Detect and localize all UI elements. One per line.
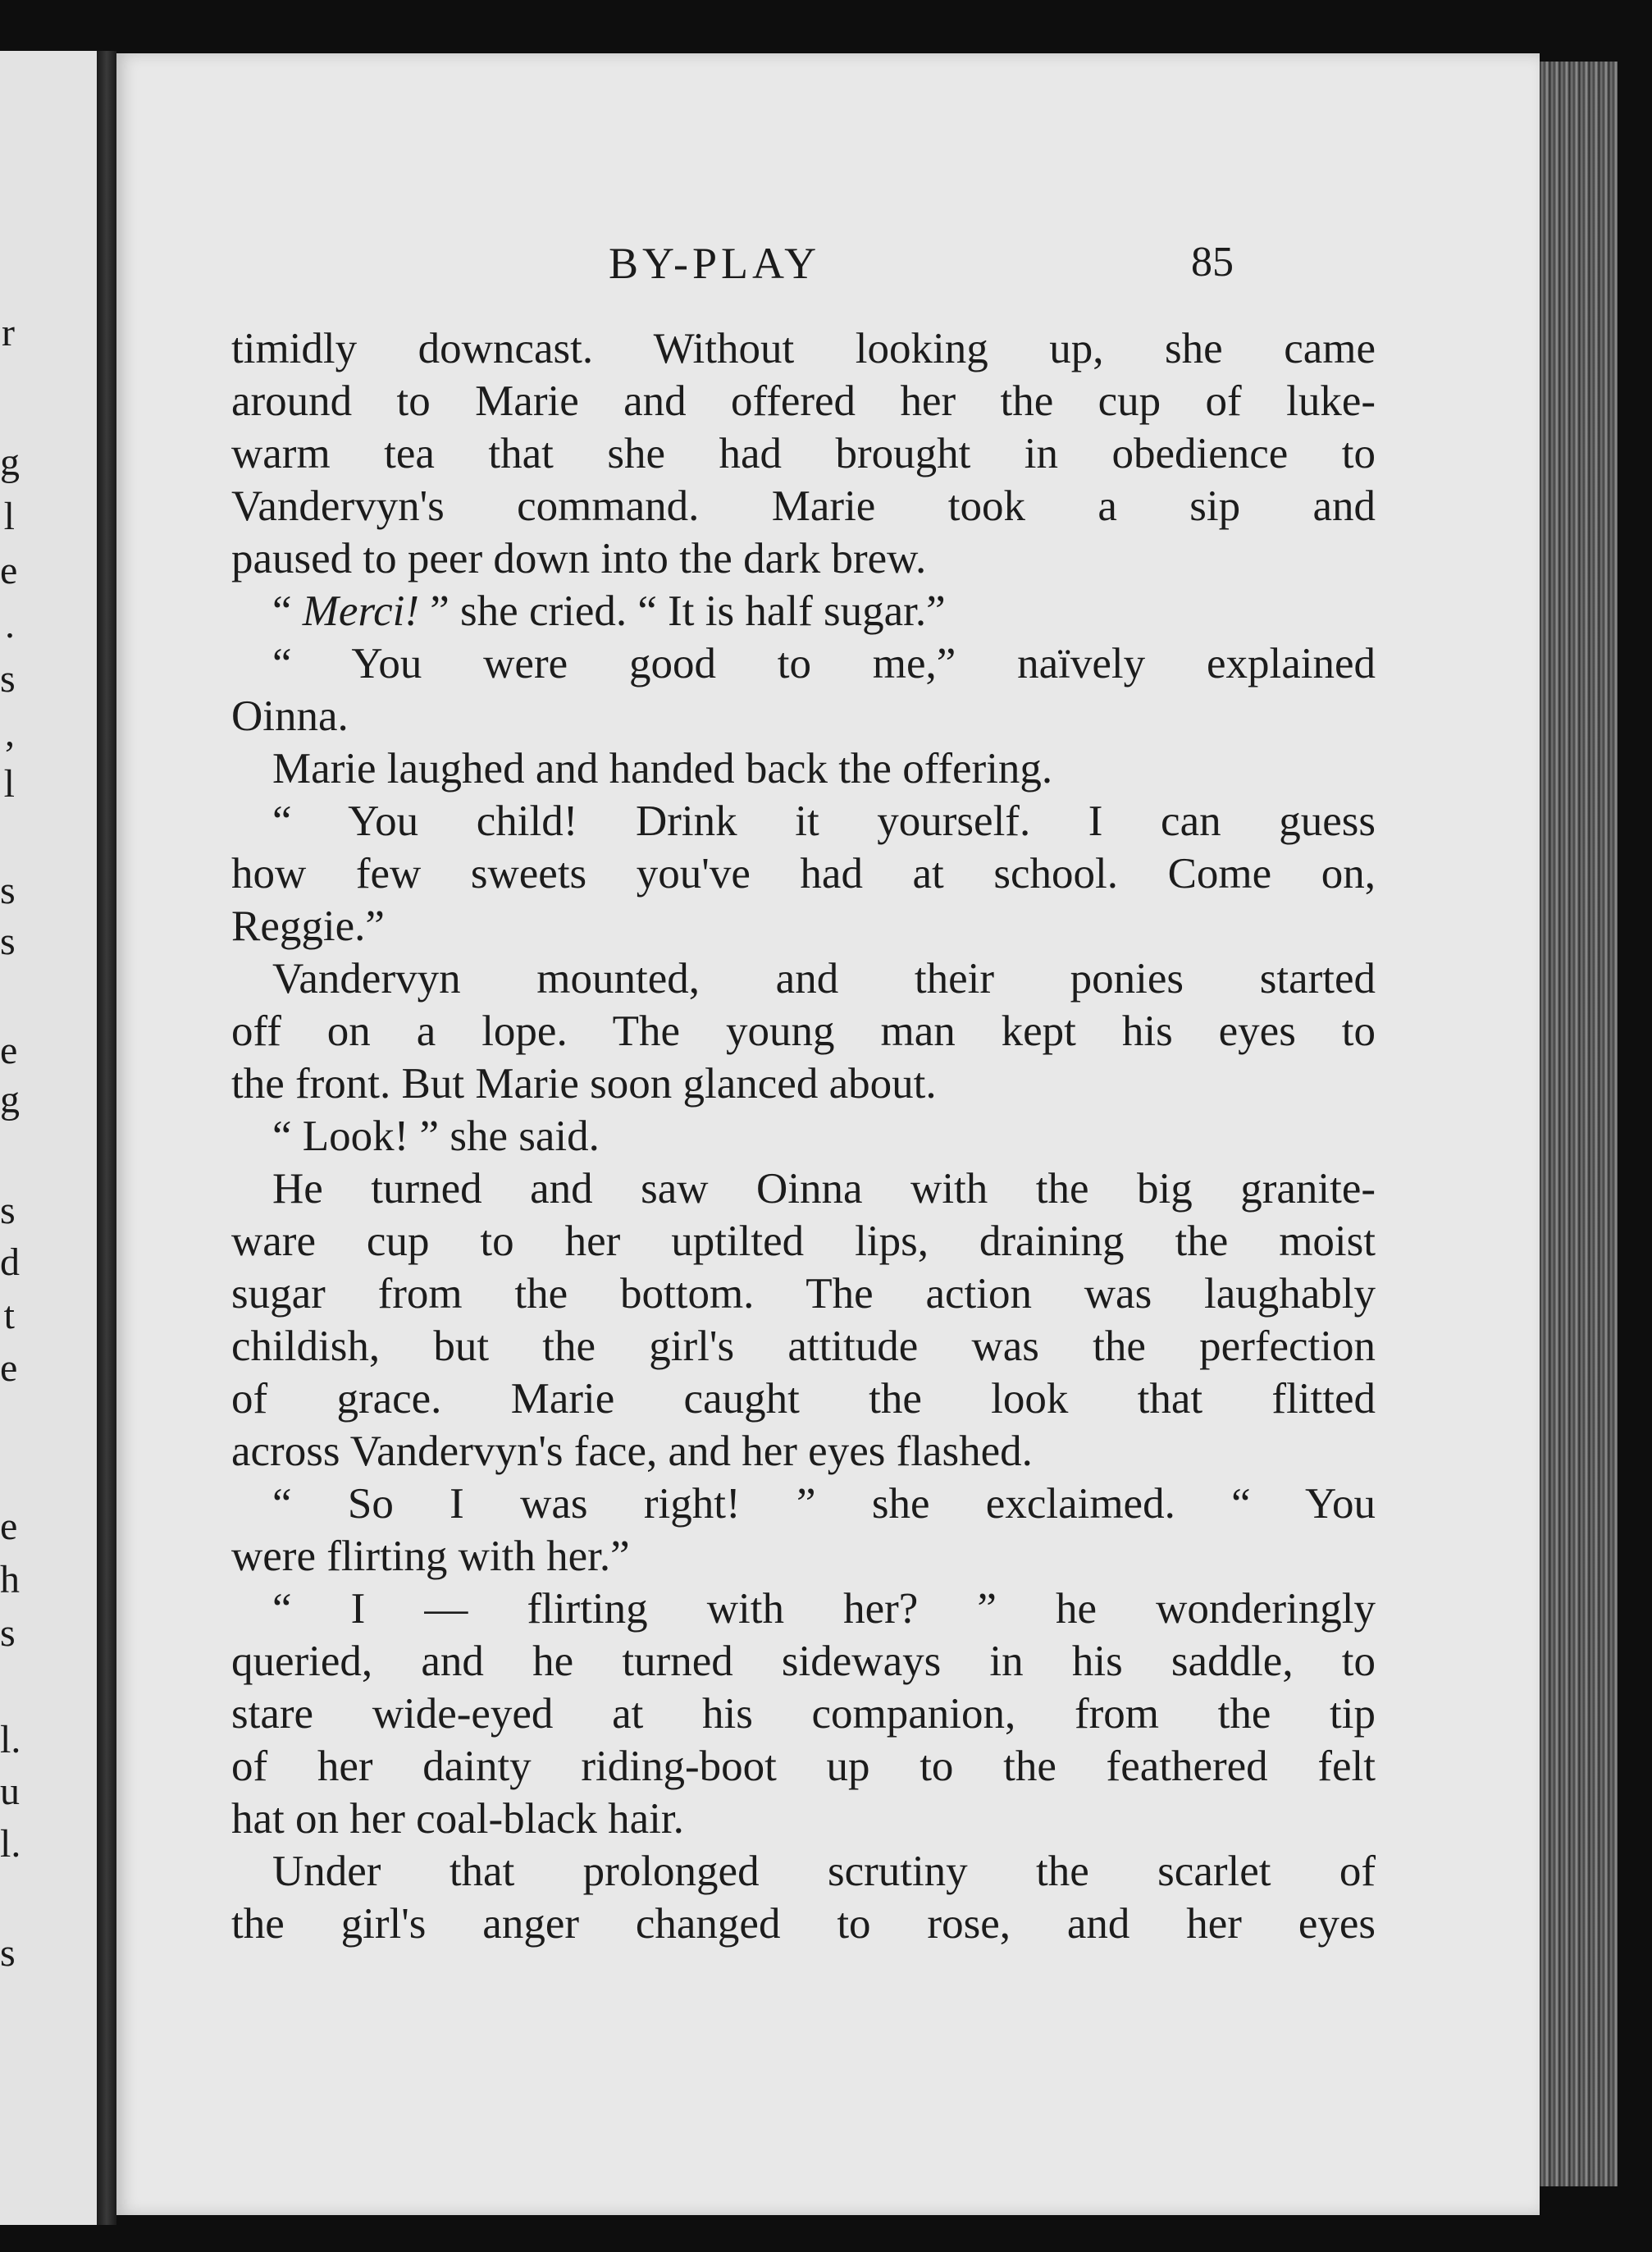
text-line: “ I — flirting with her? ” he wonderingly <box>272 1585 1376 1633</box>
running-head <box>116 238 1540 295</box>
edge-char: t <box>3 1294 15 1337</box>
text-line: “ You child! Drink it yourself. I can guess <box>272 797 1376 845</box>
edge-char: g <box>0 441 20 484</box>
edge-char: s <box>0 1189 16 1232</box>
edge-char: r <box>2 311 15 354</box>
edge-char: s <box>0 1611 16 1655</box>
text-line: hat on her coal-black hair. <box>231 1795 684 1843</box>
book-gutter <box>97 51 116 2225</box>
facing-page-edge-text <box>0 51 82 2225</box>
body-text <box>231 322 1376 1950</box>
text-line: childish, but the girl's attitude was the perfection <box>231 1322 1376 1370</box>
text-line: “ So I was right! ” she exclaimed. “ You <box>272 1480 1376 1528</box>
text-line: He turned and saw Oinna with the big granite- <box>272 1165 1376 1213</box>
text-line: queried, and he turned sideways in his saddle, to <box>231 1638 1376 1685</box>
edge-char: e <box>0 549 18 592</box>
text-line: Under that prolonged scrutiny the scarlet of <box>272 1848 1376 1895</box>
text-line: paused to peer down into the dark brew. <box>231 535 927 582</box>
edge-char: e <box>0 1029 18 1072</box>
edge-char: l. <box>0 1822 21 1866</box>
book-page <box>116 53 1540 2215</box>
edge-char: l <box>3 495 15 538</box>
edge-char: e <box>0 1346 18 1390</box>
text-line: of grace. Marie caught the look that flitted <box>231 1375 1376 1423</box>
text-line: the front. But Marie soon glanced about. <box>231 1060 937 1108</box>
page-number: 85 <box>1191 239 1234 285</box>
edge-char: e <box>0 1505 18 1548</box>
edge-char: s <box>0 869 16 912</box>
text-line: across Vandervyn's face, and her eyes flashed. <box>231 1427 1033 1475</box>
text-line: Oinna. <box>231 692 349 740</box>
page-edges <box>1540 62 1618 2186</box>
edge-char: d <box>0 1240 20 1284</box>
text-line: the girl's anger changed to rose, and her eyes <box>231 1900 1376 1948</box>
text-line: of her dainty riding-boot up to the feathered felt <box>231 1743 1376 1790</box>
edge-char: l <box>3 762 15 806</box>
text-line: Vandervyn mounted, and their ponies started <box>272 955 1376 1003</box>
text-line: timidly downcast. Without looking up, she came <box>231 325 1376 372</box>
edge-char: s <box>0 1931 16 1975</box>
edge-char: s <box>0 657 16 701</box>
text-line: sugar from the bottom. The action was laughably <box>231 1270 1376 1318</box>
text-line: “ You were good to me,” naïvely explained <box>272 640 1376 687</box>
text-line: Reggie.” <box>231 902 385 950</box>
edge-char: . <box>5 603 15 646</box>
text-line: around to Marie and offered her the cup of luke- <box>231 377 1376 425</box>
running-title: BY-PLAY <box>609 239 821 288</box>
edge-char: u <box>0 1770 20 1813</box>
text-line: off on a lope. The young man kept his eyes to <box>231 1007 1376 1055</box>
text-line: how few sweets you've had at school. Come on, <box>231 850 1376 898</box>
text-line: stare wide-eyed at his companion, from the tip <box>231 1690 1376 1738</box>
text-line: Marie laughed and handed back the offering. <box>272 745 1053 793</box>
text-line: “ Merci! ” she cried. “ It is half sugar.” <box>272 587 946 635</box>
text-line: warm tea that she had brought in obedience to <box>231 430 1376 477</box>
edge-char: l. <box>0 1718 21 1761</box>
edge-char: g <box>0 1078 20 1121</box>
edge-char: h <box>0 1558 20 1601</box>
facing-page-left <box>0 51 97 2225</box>
text-line: Vandervyn's command. Marie took a sip and <box>231 482 1376 530</box>
text-line: “ Look! ” she said. <box>272 1112 600 1160</box>
text-line: ware cup to her uptilted lips, draining the moist <box>231 1217 1376 1265</box>
text-line: were flirting with her.” <box>231 1533 630 1580</box>
edge-char: s <box>0 920 16 963</box>
edge-char: , <box>5 711 15 755</box>
